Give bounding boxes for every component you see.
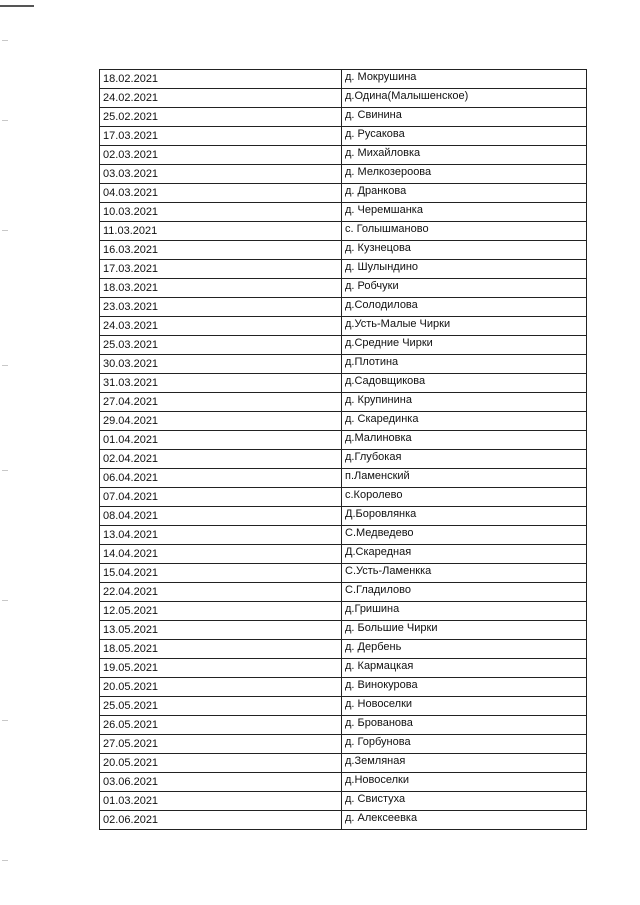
date-cell: 25.03.2021 [100,336,342,355]
place-name: д.Новоселки [345,774,410,786]
place-cell [342,697,587,716]
date-cell: 25.02.2021 [100,108,342,127]
table-row [100,697,587,716]
table-row [100,165,587,184]
place-cell [342,374,587,393]
date-cell: 25.05.2021 [100,697,342,716]
place-cell [342,393,587,412]
table-row [100,393,587,412]
table-row [100,678,587,697]
place-name: д.Одина(Малышенское) [345,90,469,102]
schedule-table-body [100,70,587,830]
place-name: д. Винокурова [345,679,418,691]
scan-artifact [2,600,8,601]
scan-artifact [2,720,8,721]
place-name: д.Средние Чирки [345,337,433,349]
place-name: д. Скарединка [345,413,419,425]
place-cell [342,526,587,545]
scan-artifact [2,40,8,41]
place-cell [342,735,587,754]
table-row [100,621,587,640]
table-row [100,127,587,146]
place-name: д. Новоселки [345,698,413,710]
scan-artifact [2,365,8,366]
place-cell [342,716,587,735]
table-row [100,545,587,564]
date-cell: 16.03.2021 [100,241,342,260]
place-cell [342,754,587,773]
place-name: д.Плотина [345,356,399,368]
date-cell: 01.03.2021 [100,792,342,811]
place-cell [342,621,587,640]
table-row [100,507,587,526]
table-row [100,241,587,260]
date-cell: 15.04.2021 [100,564,342,583]
place-cell [342,260,587,279]
place-cell [342,450,587,469]
date-cell: 11.03.2021 [100,222,342,241]
table-row [100,583,587,602]
date-cell: 29.04.2021 [100,412,342,431]
date-cell: 18.03.2021 [100,279,342,298]
place-name: С.Усть-Ламенкка [345,565,432,577]
table-row [100,412,587,431]
place-cell [342,659,587,678]
table-row [100,564,587,583]
date-cell: 13.05.2021 [100,621,342,640]
table-row [100,526,587,545]
place-name: д.Усть-Малые Чирки [345,318,451,330]
date-cell: 03.03.2021 [100,165,342,184]
table-row [100,317,587,336]
place-cell [342,317,587,336]
date-cell: 20.05.2021 [100,678,342,697]
date-cell: 02.04.2021 [100,450,342,469]
place-name: д.Садовщикова [345,375,426,387]
table-row [100,716,587,735]
date-cell: 18.05.2021 [100,640,342,659]
place-name: д. Дранкова [345,185,407,197]
place-cell [342,70,587,89]
date-cell: 04.03.2021 [100,184,342,203]
table-row [100,602,587,621]
place-cell [342,678,587,697]
place-cell [342,108,587,127]
place-name: д. Мелкозероова [345,166,432,178]
date-cell: 01.04.2021 [100,431,342,450]
place-name: д. Черемшанка [345,204,423,216]
date-cell: 24.02.2021 [100,89,342,108]
date-cell: 27.04.2021 [100,393,342,412]
place-cell [342,564,587,583]
date-cell: 31.03.2021 [100,374,342,393]
place-cell [342,811,587,830]
table-row [100,336,587,355]
table-row [100,203,587,222]
place-name: д. Алексеевка [345,812,418,824]
place-cell [342,412,587,431]
table-row [100,488,587,507]
table-row [100,146,587,165]
date-cell: 18.02.2021 [100,70,342,89]
place-name: д. Крупинина [345,394,412,406]
table-row [100,260,587,279]
date-cell: 30.03.2021 [100,355,342,374]
date-cell: 10.03.2021 [100,203,342,222]
place-name: д.Солодилова [345,299,418,311]
date-cell: 13.04.2021 [100,526,342,545]
place-name: д. Дербень [345,641,402,653]
date-cell: 17.03.2021 [100,260,342,279]
scan-artifact [2,470,8,471]
table-row [100,811,587,830]
place-name: д. Русакова [345,128,405,140]
place-name: д. Мокрушина [345,71,417,83]
date-cell: 02.03.2021 [100,146,342,165]
place-cell [342,773,587,792]
table-row [100,70,587,89]
table-row [100,659,587,678]
place-cell [342,146,587,165]
place-name: д. Михайловка [345,147,421,159]
place-name: д. Кармацкая [345,660,414,672]
table-row [100,355,587,374]
place-cell [342,469,587,488]
date-cell: 06.04.2021 [100,469,342,488]
place-name: д. Кузнецова [345,242,411,254]
place-name: д. Свистуха [345,793,406,805]
place-cell [342,184,587,203]
table-row [100,640,587,659]
place-name: д.Малиновка [345,432,412,444]
place-cell [342,127,587,146]
date-cell: 02.06.2021 [100,811,342,830]
place-name: д.Глубокая [345,451,402,463]
place-name: с.Королево [345,489,403,501]
scan-artifact [2,860,8,861]
table-row [100,469,587,488]
place-cell [342,488,587,507]
place-cell [342,336,587,355]
scan-artifact [0,5,34,7]
table-row [100,773,587,792]
place-name: Д.Боровлянка [345,508,417,520]
place-cell [342,298,587,317]
table-row [100,374,587,393]
place-cell [342,355,587,374]
place-cell [342,165,587,184]
place-name: с. Голышманово [345,223,429,235]
table-row [100,754,587,773]
date-cell: 23.03.2021 [100,298,342,317]
place-name: д. Горбунова [345,736,411,748]
table-row [100,222,587,241]
place-name: д. Брованова [345,717,413,729]
place-name: д. Большие Чирки [345,622,438,634]
place-cell [342,545,587,564]
place-name: д. Свинина [345,109,402,121]
place-cell [342,602,587,621]
place-cell [342,583,587,602]
date-cell: 17.03.2021 [100,127,342,146]
date-cell: 24.03.2021 [100,317,342,336]
table-row [100,298,587,317]
scan-artifact [2,120,8,121]
date-cell: 26.05.2021 [100,716,342,735]
table-row [100,450,587,469]
date-cell: 08.04.2021 [100,507,342,526]
place-name: д. Робчуки [345,280,399,292]
date-cell: 12.05.2021 [100,602,342,621]
place-cell [342,279,587,298]
place-cell [342,792,587,811]
date-cell: 22.04.2021 [100,583,342,602]
date-cell: 20.05.2021 [100,754,342,773]
place-name: С.Медведево [345,527,414,539]
schedule-table [99,69,587,830]
table-row [100,431,587,450]
date-cell: 19.05.2021 [100,659,342,678]
place-name: д.Гришина [345,603,400,615]
place-cell [342,640,587,659]
place-cell [342,222,587,241]
date-cell: 27.05.2021 [100,735,342,754]
date-cell: 14.04.2021 [100,545,342,564]
place-name: д. Шулындино [345,261,419,273]
place-cell [342,507,587,526]
place-cell [342,89,587,108]
table-row [100,108,587,127]
table-row [100,279,587,298]
place-name: д.Земляная [345,755,406,767]
table-row [100,184,587,203]
place-cell [342,203,587,222]
table-row [100,735,587,754]
place-name: Д.Скаредная [345,546,412,558]
date-cell: 03.06.2021 [100,773,342,792]
table-row [100,89,587,108]
scan-artifact [2,230,8,231]
place-name: п.Ламенский [345,470,410,482]
place-name: С.Гладилово [345,584,411,596]
place-cell [342,241,587,260]
place-cell [342,431,587,450]
date-cell: 07.04.2021 [100,488,342,507]
table-row [100,792,587,811]
